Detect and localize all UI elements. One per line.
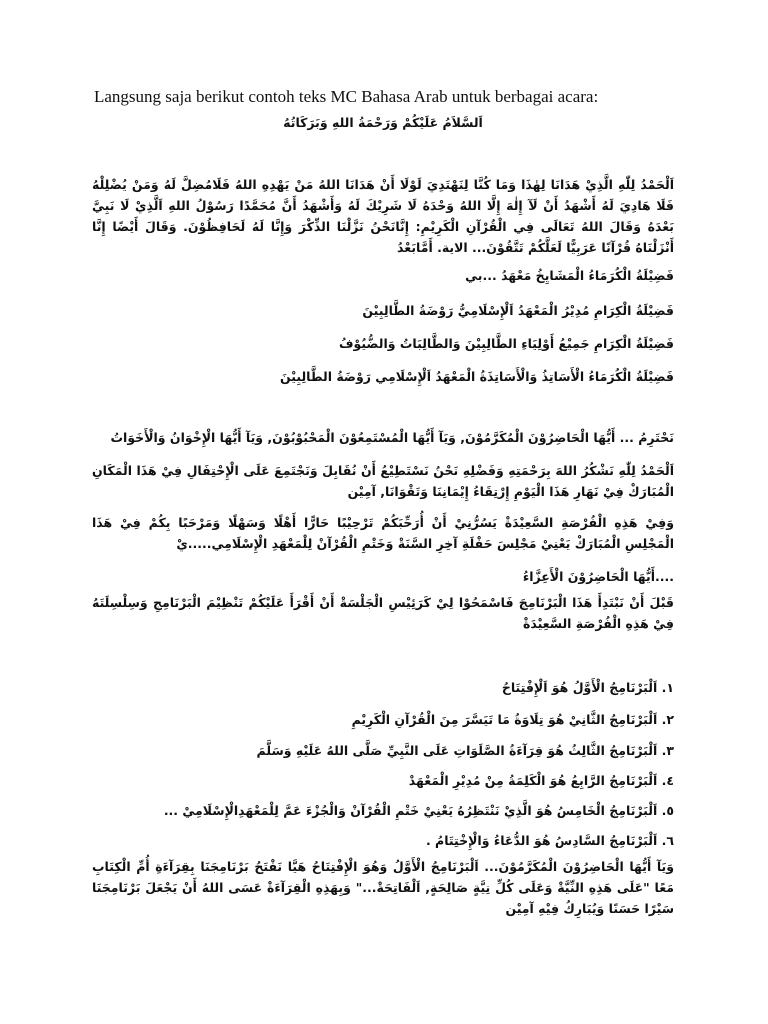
gratitude-paragraph: اَلْحَمْدُ لِلّٰهِ نَشْكُرُ اللهَ بِرَحْمَتِهِ وَفَضْلِهِ نَحْنُ نَسْتَطِيْعُ أَنْ نُقَابِلَ وَنَجْتَمِعَ عَلَى الْإِحْتِفَالِ فِيْ هَذَا الْمَكَانِ الْمُبَارَكْ فِيْ نَهَارِ هَذَا الْيَوْمِ إِرْتِقَاءُ إِيْمَانِنَا وَتَقْوَانَا, آمِيْن xyxy=(92,463,674,499)
audience-greeting: نَحْتَرِمُ ... أَيُّهَا الْحَاضِرُوْنَ الْمُكَرَّمُوْنَ, وَيَآ أَيُّهَا الْمُسْتَمِعُوْنَ الْمَحْبُوْبُوْنَ, وَيَآ أَيُّهَا الْإِخْوَانُ وَالْأَخَوَاتُ xyxy=(110,430,674,445)
program-item: ٢. اَلْبَرْنَامِجُ الثَّانِيْ هُوَ تِلَاوَةُ مَا تَيَسَّرَ مِنَ الْقُرْآنِ الْكَرِيْمِ xyxy=(351,712,674,727)
program-item: ٤. اَلْبَرْنَامِجُ الرَّابِعُ هُوَ الْكَلِمَةُ مِنْ مُدِيْرِ الْمَعْهَدْ xyxy=(408,773,674,788)
welcome-paragraph: وَفِيْ هَذِهِ الْفُرْصَةِ السَّعِيْدَةْ يَسُرُّنِيْ أَنْ أُرَحِّبَكُمْ تَرْحِيْبًا حَارًّا أَهْلًا وَسَهْلًا وَمَرْحَبًا بِكُمْ فِيْ هَذَا الْمَجْلِسِ الْمُبَارَكْ يَعْنِيْ مَجْلِسَ حَفْلَةِ آخِرِ السَّنَةْ وَخَتْمِ الْقُرْآنْ لِلْمَعْهَدِ الْإِسْلَامِي.....يْ xyxy=(92,515,674,551)
audience-address: ....أَيُّهَا الْحَاضِرُوْنَ الْأَعِزَّاءُ xyxy=(522,569,674,584)
salam-greeting: اَلسَّلاَمُ عَلَيْكُمْ وَرَحْمَةُ اللهِ وَبَرَكَاتُهُ xyxy=(283,115,483,130)
program-item: ٣. اَلْبَرْنَامِجُ الثَّالِثُ هُوَ قِرَآءَةُ الصَّلَوَاتِ عَلَى النَّبِيِّ صَلَّى اللهُ عَلَيْهِ وَسَلَّمَ xyxy=(256,743,674,758)
program-item: ١. اَلْبَرْنَامِجُ الْأَوَّلُ هُوَ اَلْإِفْتِتَاحُ xyxy=(501,680,674,695)
honorific-line: فَضِيْلَةُ الْكِرَامِ مُدِيْرُ الْمَعْهَدُ اَلْإِسْلَامِيُّ رَوْضَةُ الطَّالِبِيْنَ xyxy=(362,303,674,318)
honorific-line: فَضِيْلَةُ الْكُرَمَاءُ الْأَسَاتِذُ وَالْأَسَاتِذَةُ الْمَعْهَدُ اَلْإِسْلَامِي رَوْضَةُ الطَّالِبِيْنَ xyxy=(279,369,674,384)
intro-line: Langsung saja berikut contoh teks MC Bahasa Arab untuk berbagai acara: xyxy=(94,87,599,106)
honorific-line: فَضِيْلَةُ الْكِرَامِ جَمِيْعُ أَوْلِيَاءِ الطَّالِبِيْنَ وَالطَّالِبَاتُ وَالضُّيُوْفُ xyxy=(338,336,674,351)
opening-paragraph: اَلْحَمْدُ لِلّٰهِ الَّذِيْ هَدَانَا لِهٰذَا وَمَا كُنَّا لِنَهْتَدِيَ لَوْلَا أَنْ هَدَانَا اللهُ مَنْ يَهْدِهِ اللهُ فَلَامُضِلَّ لَهُ وَمَنْ يُضْلِلْهُ فَلَا هَادِيَ لَهُ أَشْهَدُ أَنْ لَآ إِلٰهَ إِلَّا اللهُ وَحْدَهُ لَا شَرِيْكَ لَهُ وَأَشْهَدُ أَنَّ مُحَمَّدًا رَسُوْلُ اللهِ اَلَّذِيْ لَا نَبِيَّ بَعْدَهُ وَقَالَ اللهُ تَعَالَى فِي الْقُرْآنِ الْكَرِيْمِ: إِنَّانَحْنُ نَزَّلْنَا الذِّكْرَ وَإِنَّا لَهُ لَحَافِظُوْنَ. وَقَالَ أَيْضًا إِنَّا أَنْزَلْنَاهُ قُرْآنًا عَرَبِيًّا لَعَلَّكُمْ تَتَّقُوْنَ... الاية. أَمَّابَعْدُ xyxy=(92,177,674,255)
program-intro-paragraph: قَبْلَ أَنْ نَبْتَدِأَ هَذَا الْبَرْنَامِجَ فَاسْمَحُوْا لِيْ كَرَئِيْسِ الْجَلْسَةْ أَنْ أَقْرَأَ عَلَيْكُمْ تَنْظِيْمَ الْبَرْنَامِجِ وَسِلْسِلَتَهُ فِيْ هَذِهِ الْفُرْصَةِ السَّعِيْدَةْ xyxy=(92,595,674,631)
program-item: ٥. اَلْبَرْنَامِجُ الْخَامِسُ هُوَ الَّذِيْ نَنْتَظِرُهُ يَعْنِيْ خَتْمِ الْقُرْآنْ وَالْجُزْءَ عَمَّ لِلْمَعْهَدِالْإِسْلَامِيْ ... xyxy=(163,803,674,818)
program-item: ٦. اَلْبَرْنَامِجُ السَّادِسُ هُوَ الدُّعَاءُ وَالْإِخْتِتَامُ . xyxy=(425,833,674,848)
honorific-line: فَضِيْلَةُ الْكُرَمَاءُ الْمَشَايِخُ مَعْهَدُ ...بي xyxy=(465,268,674,283)
closing-paragraph: وَيَآ أَيُّهَا الْحَاضِرُوْنَ الْمُكَرَّمُوْنَ... اَلْبَرْنَامِجُ الْأَوَّلُ وَهُوَ الْإِفْتِتَاحُ هَيَّا نَفْتَحُ بَرْنَامِجَنَا بِقِرَآءَةِ أُمِّ الْكِتَابِ مَعًا "عَلَى هَذِهِ النِّيَّةْ وَعَلَى كُلِّ نِيَّةٍ صَالِحَةٍ, اَلْفَاتِحَةْ..." وَبِهَذِهِ الْقِرَآءَةْ عَسَى اللهُ أَنْ يَجْعَلَ بَرْنَامِجَنَا سَيْرًا حَسَنًا وَيُبَارِكُ فِيْهِ آمِيْن xyxy=(92,859,674,916)
